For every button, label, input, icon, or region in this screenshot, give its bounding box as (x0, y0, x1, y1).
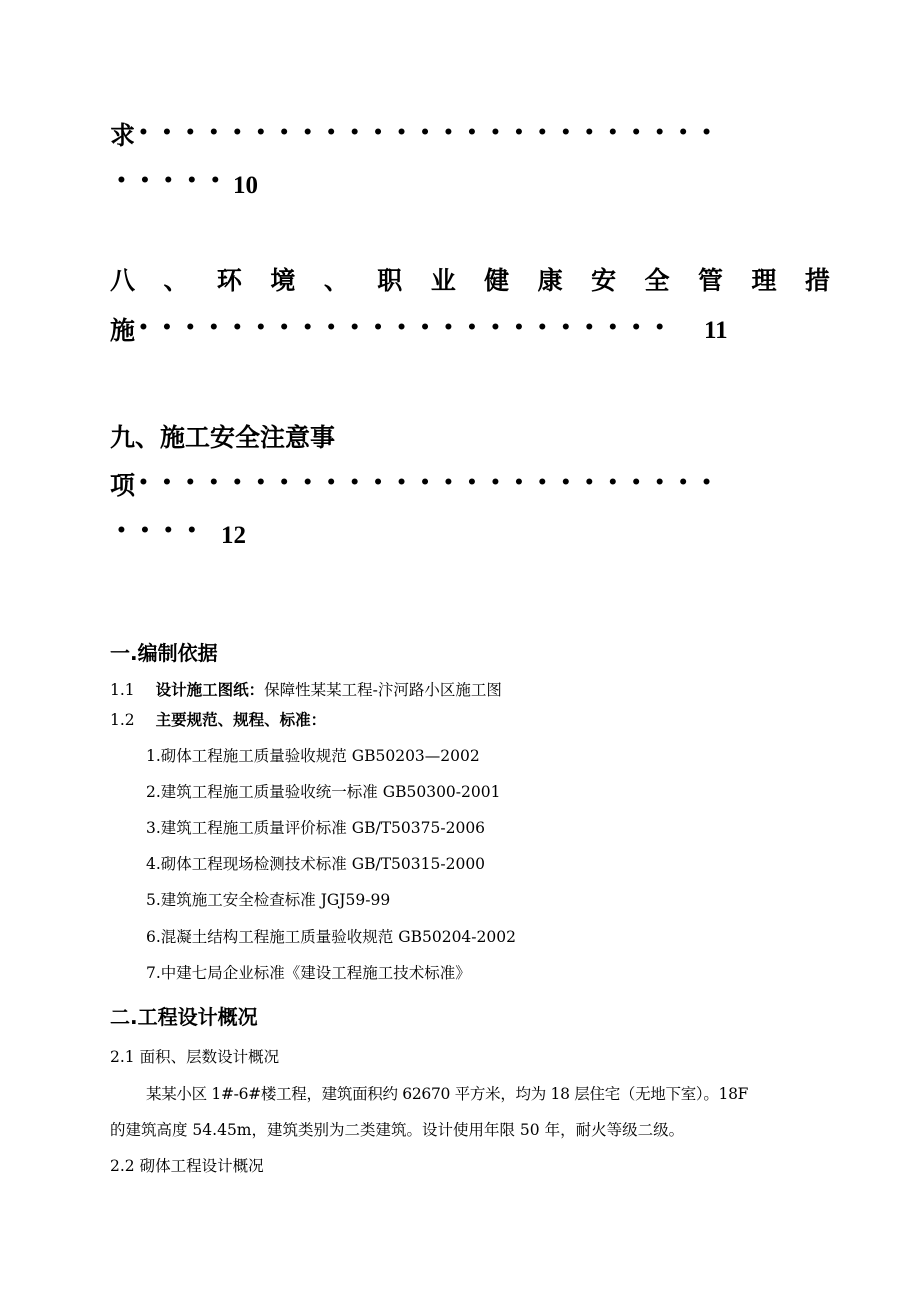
paragraph-line: 某某小区 1#-6#楼工程，建筑面积约 62670 平方米，均为 18 层住宅（无地下室）。18F (146, 1085, 749, 1103)
toc-entry-title: 九、施工安全注意事 (110, 423, 336, 452)
toc-leader-dots: •••• (116, 521, 210, 541)
toc-page-number: 10 (233, 172, 258, 199)
paragraph-line: 的建筑高度 54.45m，建筑类别为二类建筑。设计使用年限 50 年，耐火等级二级。 (110, 1121, 685, 1139)
subsection-label: 设计施工图纸： (155, 681, 265, 699)
standard-list-item: 7.中建七局企业标准《建设工程施工技术标准》 (146, 964, 471, 982)
subsection-number: 1.1 (110, 681, 135, 699)
standard-list-item: 3.建筑工程施工质量评价标准 GB/T50375-2006 (146, 819, 486, 837)
subsection-1-2 (110, 708, 326, 730)
subsection-1-1 (110, 678, 502, 700)
standard-list-item: 5.建筑施工安全检查标准 JGJ59-99 (146, 891, 391, 909)
toc-leader-dots: ••••••••••••••••••••••••• (138, 473, 725, 493)
toc-entry-char: 项 (110, 471, 136, 500)
standard-list-item: 6.混凝土结构工程施工质量验收规范 GB50204-2002 (146, 928, 516, 946)
toc-entry-title: 八 、 环 境 、 职 业 健 康 安 全 管 理 措 (110, 266, 830, 295)
toc-entry-char: 求 (110, 121, 136, 150)
toc-entry-char: 施 (110, 316, 136, 345)
toc-page-number: 12 (221, 522, 246, 549)
subsection-label: 主要规范、规程、标准： (155, 711, 327, 729)
standard-list-item: 1.砌体工程施工质量验收规范 GB50203—2002 (146, 747, 480, 765)
subsection-2-1: 2.1 面积、层数设计概况 (110, 1048, 280, 1066)
subsection-text: 保障性某某工程-汴河路小区施工图 (264, 681, 502, 699)
toc-page-number: 11 (704, 317, 728, 344)
toc-leader-dots: ••••••••••••••••••••••• (138, 318, 678, 338)
toc-leader-dots: ••••••••••••••••••••••••• (138, 123, 725, 143)
section-title: 二.工程设计概况 (110, 1005, 258, 1029)
subsection-2-2: 2.2 砌体工程设计概况 (110, 1157, 264, 1175)
section-title: 一.编制依据 (110, 641, 218, 665)
standard-list-item: 4.砌体工程现场检测技术标准 GB/T50315-2000 (146, 855, 486, 873)
standard-list-item: 2.建筑工程施工质量验收统一标准 GB50300-2001 (146, 783, 501, 801)
subsection-number: 1.2 (110, 711, 135, 729)
toc-leader-dots: ••••• (116, 171, 234, 191)
